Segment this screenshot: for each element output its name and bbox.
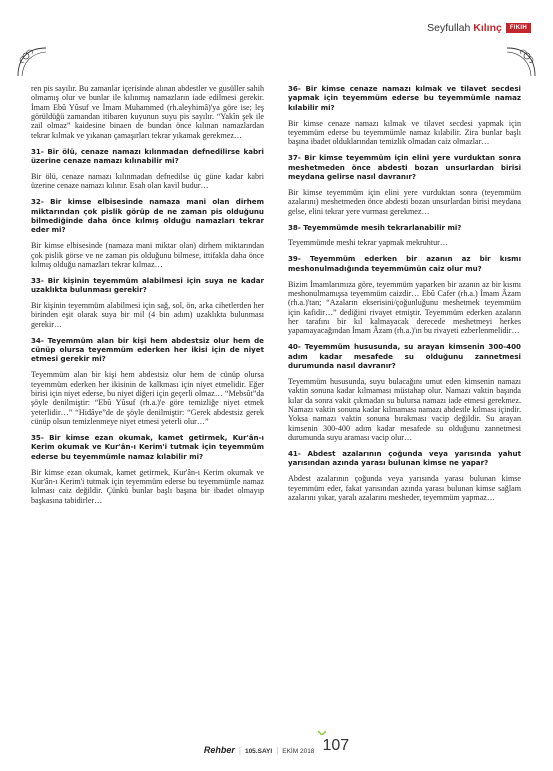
question-heading: 31- Bir ölü, cenaze namazı kılınmadan defnedilirse kabri üzerine cenaze namazı kılınabilir mi? [31,146,264,165]
footer-divider: | [276,746,279,755]
answer-paragraph: Teyemmüm hususunda, suyu bulacağını umut eden kimsenin namazı vaktin sonuna kadar kılmaması müstahap olur. Namazı vaktin başında kılar da sonra vakit çıkmadan su bulursa namazı iade etmesi gerekmez. Namazı vaktin sonuna kadar kılmaması namazı abdestle kılması içindir. Yoksa namazı vaktin sonuna bırakması vacip değildir. Su arayan kimsenin 300-400 adım kadar mesafede su olduğunu zannetmesi durumunda suyu araması vacip olur… [288,376,521,442]
question-heading: 32- Bir kimse elbisesinde namaza mani olan dirhem miktarından çok pislik görüp de ne zaman pis olduğunu bilmediğinde daha önce kılmış olduğu namazları tekrar eder mi? [31,197,264,235]
page-number-value: 107 [322,737,350,754]
question-heading: 34- Teyemmüm alan bir kişi hem abdestsiz olur hem de cünüp olursa teyemmüm ederken her ikisi için de niyet etmesi gerekir mi? [31,335,264,364]
question-heading: 40- Teyemmüm hususunda, su arayan kimsenin 300-400 adım kadar mesafede su olduğunu zannetmesi durumunda nasıl davranır? [288,342,521,370]
question-heading: 37- Bir kimse teyemmüm için elini yere vurduktan sonra meshetmeden önce abdesti bozan unsurlardan birisi meydana gelirse nasıl davranır? [288,153,521,181]
question-heading: 38- Teyemmümde mesih tekrarlanabilir mi? [288,222,462,232]
page-number [318,737,349,755]
corner-ornament-icon [16,46,50,80]
question-heading: 41- Abdest azalarının çoğunda veya yarısında yahut yarısından azında yarası bulunan kimse ne yapar? [288,448,521,468]
answer-paragraph: Teyemmüm alan bir kişi hem abdestsiz olur hem de cünüp olursa teyemmüm ederken her ikisinin de kalkması için niyet etmelidir. Eğer birisi için niyet ederse, bu niyet diğeri için geçerli olmaz… “Mebsût”da şöyle denilmiştir: “Ebû Yûsuf (rh.a.)'e göre temizliğe niyet etmek yeterlidir…” “Hidâye”de de şöyle denilmiştir: “Gerek abdestsiz gerek cünüp olsun temizlenmeye niyet etmesi yeterli olur…” [31,370,264,427]
issue-number: 105.SAYI [244,748,273,755]
issue-date: EKİM 2018 [282,748,315,755]
answer-paragraph: Bir kimse elbisesinde (namaza mani miktar olan) dirhem miktarından çok pislik görse ve ne zaman pis olduğunu bilmese, ittifakla daha önce kılmış olduğu namazları tekrar kılmaz… [31,241,264,269]
answer-paragraph: ren pis sayılır. Bu zamanlar içerisinde alınan abdestler ve gusüller sahih olmamış olur ve bunlar ile kılınmış namazların iade edilmesi gerekir. İmam Ebû Yûsuf ve İmam Muhammed (rh.aleyhimâ)'ya göre ise; leş görüldüğü zamandan itibaren kuyunun suyu pis sayılır. “Yakîn şek ile zail olmaz” kaidesine binaen de bundan önce kılınan namazlardan tekrar kılmak ve yıkanan çamaşırları tekrar yıkamak gerekmez… [31,84,264,140]
author-name [427,22,502,34]
question-heading: 33- Bir kişinin teyemmüm alabilmesi için suya ne kadar uzaklıkta bulunması gerekir? [31,275,264,295]
answer-paragraph: Bir kimse teyemmüm için elini yere vurduktan sonra (teyemmüm azalarını) meshetmeden önce abdesti bozan unsurlardan birisi meydana gelse, elini tekrar yere vurması gerekmez… [288,187,521,216]
magazine-name: Rehber [203,745,235,755]
answer-paragraph: Teyemmümde meshi tekrar yapmak mekruhtur… [288,238,448,248]
answer-paragraph: Bizim İmamlarımıza göre, teyemmüm yaparken bir azanın az bir kısmı meshonulmamışsa teyemmüm caizdir… Ebû Cafer (rh.a.) İmam Âzam (rh.a.)'tan; “Azaların ekserisini/çoğunluğunu meshetmek teyemmüm için kafidir…” dediğini rivayet etmiştir. Teyemmüm ederken azaların her tarafını bir kıl kalmayacak derecede meshetmeyi herkes yapamayacağından İmam Âzam (rh.a.)'ın bu rivayeti ezberlenmelidir… [288,279,521,336]
answer-paragraph: Bir kimse ezan okumak, kamet getirmek, Kur'ân-ı Kerim okumak ve Kur'ân-ı Kerim'i tutmak için teyemmüm ederse bu teyemmümle namaz kılması caiz değildir. Çünkü bunlar başlı başına bir ibadet olmayıp başkasına tabidirler… [31,467,264,505]
section-badge: FIKIH [506,23,531,33]
footer-divider: | [238,746,241,755]
page-footer [0,737,553,755]
page-number-tick-icon [318,731,326,735]
question-heading: 39- Teyemmüm ederken bir azanın az bir kısmı meshonulmadığında teyemmümün caiz olur mu? [288,254,521,273]
answer-paragraph: Bir ölü, cenaze namazı kılınmadan defnedilse üç güne kadar kabri üzerine cenaze namazı kılınır. Esah olan kavil budur… [31,171,264,191]
page-header [427,22,531,34]
corner-ornament-icon [503,46,537,80]
author-first-name: Seyfullah [427,22,471,34]
question-heading: 35- Bir kimse ezan okumak, kamet getirmek, Kur'ân-ı Kerim okumak ve Kur'ân-ı Kerim'i tutmak için teyemmüm ederse bu teyemmümle namaz kılabilir mi? [31,433,264,461]
answer-paragraph: Abdest azalarının çoğunda veya yarısında yarası bulunan kimse teyemmüm eder, fakat yarısından azında yarası bulunan kimse sağlam azalarını yıkar, yaralı azalarını mesheder, teyemmüm yapmaz… [288,474,521,502]
question-heading: 36- Bir kimse cenaze namazı kılmak ve tilavet secdesi yapmak için teyemmüm ederse bu teyemmümle namaz kılabilir mi? [288,84,521,112]
left-column [31,84,264,512]
answer-paragraph: Bir kimse cenaze namazı kılmak ve tilavet secdesi yapmak için teyemmüm ederse bu teyemmümle namaz kılabilir. Zira bunlar başlı başına ibadet olduklarından temizlik olmadan caiz olmazlar… [288,118,521,147]
right-column [288,84,521,509]
author-last-name: Kılınç [473,22,502,34]
answer-paragraph: Bir kişinin teyemmüm alabilmesi için sağ, sol, ön, arka cihetlerden her birinden eşit olarak suya bir mil (4 bin adım) uzaklıkta bulunması gerekir… [31,301,264,329]
